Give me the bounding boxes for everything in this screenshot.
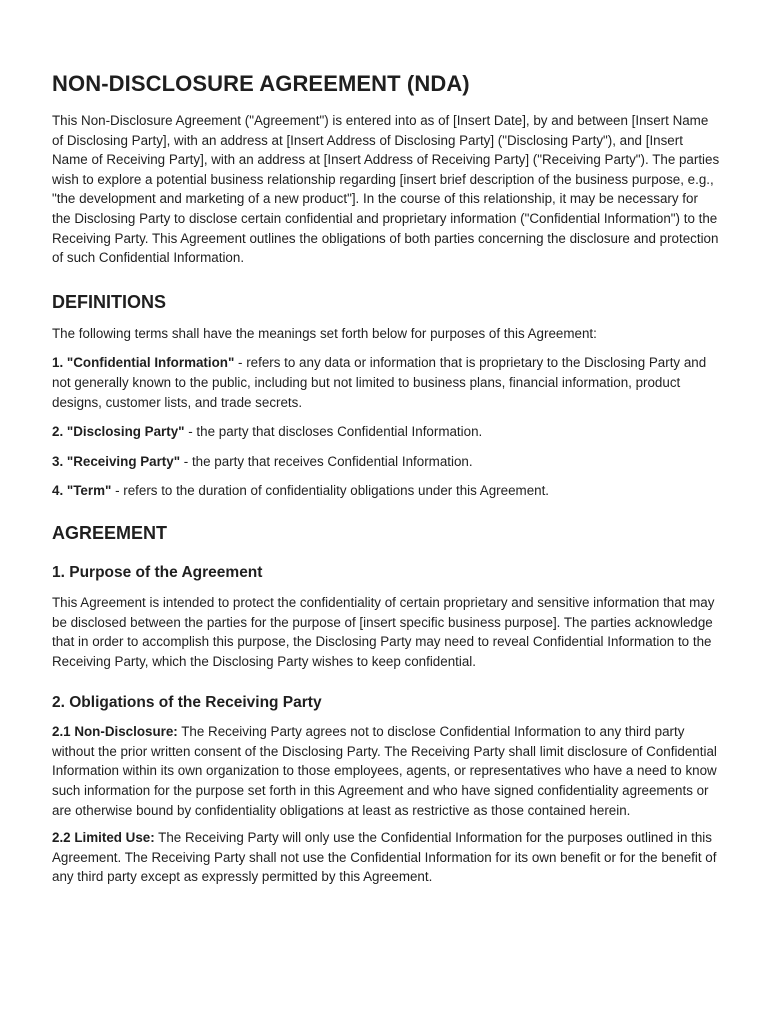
- term-label: 3. "Receiving Party": [52, 453, 181, 469]
- clause-label: 2.1 Non-Disclosure:: [52, 724, 178, 740]
- definition-term: [52, 481, 720, 501]
- term-label: 1. "Confidential Information": [52, 355, 235, 371]
- purpose-heading: 1. Purpose of the Agreement: [52, 563, 263, 581]
- intro-paragraph: This Non-Disclosure Agreement ("Agreement") is entered into as of [Insert Date], by and between [Insert Name of Disclosing Party], with an address at [Insert Address of Disclosing Party] ("Disclosing Party"), and [Insert Name of Receiving Party], with an address at [Insert Address of Receiving Party] ("Receiving Party"). The parties wish to explore a potential business relationship regarding [insert brief description of the business purpose, e.g., "the development and marketing of a new product"]. In the course of this relationship, it may be necessary for the Disclosing Party to disclose certain confidential and proprietary information ("Confidential Information") to the Receiving Party. This Agreement outlines the obligations of both parties concerning the disclosure and protection of such Confidential Information.: [52, 113, 720, 266]
- term-label: 2. "Disclosing Party": [52, 424, 185, 440]
- clause-text: The Receiving Party will only use the Confidential Information for the purposes outlined in this Agreement. The Receiving Party shall not use the Confidential Information for its own benefit or for the benefit of any third party except as expressly permitted by this Agreement.: [52, 830, 717, 885]
- document-body: [52, 70, 720, 887]
- clause-label: 2.2 Limited Use:: [52, 830, 155, 846]
- term-label: 4. "Term": [52, 483, 112, 499]
- purpose-paragraph: This Agreement is intended to protect the confidentiality of certain proprietary and sensitive information that may be disclosed between the parties for the purpose of [insert specific business purpose]. The parties acknowledge that in order to accomplish this purpose, the Disclosing Party may need to reveal Confidential Information to the Receiving Party, which the Disclosing Party wishes to keep confidential.: [52, 594, 715, 669]
- term-text: - refers to the duration of confidentiality obligations under this Agreement.: [111, 483, 550, 499]
- definition-confidential-information: [52, 353, 720, 412]
- obligations-heading: 2. Obligations of the Receiving Party: [52, 694, 322, 712]
- term-text: - the party that discloses Confidential Information.: [184, 424, 483, 440]
- term-text: - refers to any data or information that is proprietary to the Disclosing Party and not generally known to the public, including but not limited to business plans, financial information, product designs, customer lists, and trade secrets.: [52, 355, 707, 410]
- clause-text: The Receiving Party agrees not to disclose Confidential Information to any third party without the prior written consent of the Disclosing Party. The Receiving Party shall limit disclosure of Confidential Information within its own organization to those employees, agents, or representatives who have a need to know such information for the purpose set forth in this Agreement and who have signed confidentiality agreements or are otherwise bound by confidentiality obligations at least as restrictive as those contained herein.: [52, 724, 717, 818]
- definition-disclosing-party: [52, 422, 720, 442]
- clause-non-disclosure: [52, 722, 720, 820]
- definitions-heading: DEFINITIONS: [52, 291, 167, 312]
- definition-receiving-party: [52, 452, 720, 472]
- definitions-lead: The following terms shall have the meanings set forth below for purposes of this Agreement:: [52, 325, 597, 341]
- document-title: NON-DISCLOSURE AGREEMENT (NDA): [52, 71, 470, 96]
- agreement-heading: AGREEMENT: [52, 522, 168, 543]
- clause-limited-use: [52, 828, 720, 887]
- term-text: - the party that receives Confidential Information.: [180, 453, 473, 469]
